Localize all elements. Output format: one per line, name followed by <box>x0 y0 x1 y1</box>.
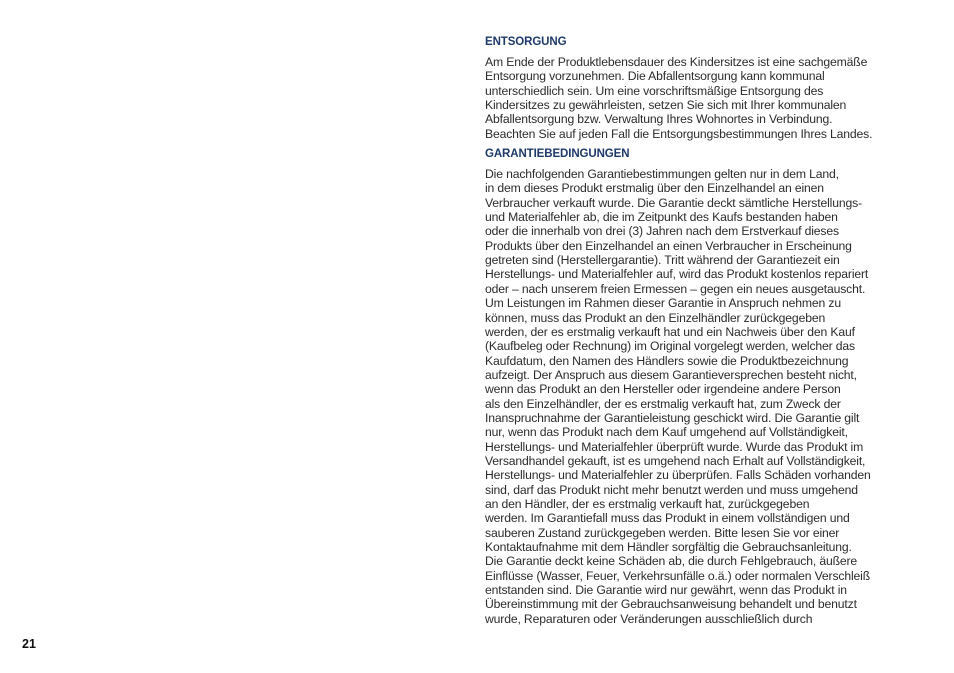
text-line: Die Garantie deckt keine Schäden ab, die durch Fehlgebrauch, äußere <box>485 554 858 569</box>
text-line: Kaufdatum, den Namen des Händlers sowie die Produktbezeichnung <box>485 353 849 368</box>
paragraph-entsorgung <box>485 55 915 141</box>
text-line: Abfallentsorgung bzw. Verwaltung Ihres Wohnortes in Verbindung. <box>485 112 833 127</box>
text-line: und Materialfehler ab, die im Zeitpunkt des Kaufs bestanden haben <box>485 210 838 225</box>
text-line: sind, darf das Produkt nicht mehr benutzt werden und muss umgehend <box>485 482 858 497</box>
text-line: Beachten Sie auf jeden Fall die Entsorgungsbestimmungen Ihres Landes. <box>485 126 873 141</box>
text-line: werden. Im Garantiefall muss das Produkt in einem vollständigen und <box>485 511 850 526</box>
text-line: können, muss das Produkt an den Einzelhändler zurückgegeben <box>485 310 826 325</box>
text-line: nur, wenn das Produkt nach dem Kauf umgehend auf Vollständigkeit, <box>485 425 848 440</box>
text-line: als den Einzelhändler, der es erstmalig verkauft hat, zum Zweck der <box>485 396 841 411</box>
text-line: Die nachfolgenden Garantiebestimmungen gelten nur in dem Land, <box>485 167 839 182</box>
text-line: Übereinstimmung mit der Gebrauchsanweisung behandelt und benutzt <box>485 597 857 612</box>
heading-garantiebedingungen: GARANTIEBEDINGUNGEN <box>485 148 630 161</box>
text-line: (Kaufbeleg oder Rechnung) im Original vorgelegt werden, welcher das <box>485 339 856 354</box>
text-line: getreten sind (Herstellergarantie). Tritt während der Garantiezeit ein <box>485 253 840 268</box>
heading-entsorgung: ENTSORGUNG <box>485 36 567 48</box>
text-line: Entsorgung vorzunehmen. Die Abfallentsorgung kann kommunal <box>485 69 825 84</box>
text-line: unterschiedlich sein. Um eine vorschriftsmäßige Entsorgung des <box>485 83 824 98</box>
text-line: an den Händler, der es erstmalig verkauft hat, zurückgegeben <box>485 496 810 511</box>
text-line: oder die innerhalb von drei (3) Jahren nach dem Erstverkauf dieses <box>485 224 839 239</box>
text-line: Inanspruchnahme der Garantieleistung geschickt wird. Die Garantie gilt <box>485 410 860 425</box>
paragraph-garantiebedingungen <box>485 167 915 626</box>
text-line: in dem dieses Produkt erstmalig über den Einzelhandel an einen <box>485 181 824 196</box>
text-line: entstanden sind. Die Garantie wird nur gewährt, wenn das Produkt in <box>485 583 847 598</box>
text-line: Produkts über den Einzelhandel an einen Verbraucher in Erscheinung <box>485 238 852 253</box>
text-line: Versandhandel gekauft, ist es umgehend nach Erhalt auf Vollständigkeit, <box>485 453 866 468</box>
text-line: Kindersitzes zu gewährleisten, setzen Sie sich mit Ihrer kommunalen <box>485 98 847 113</box>
text-column <box>485 34 915 626</box>
text-line: werden, der es erstmalig verkauft hat und ein Nachweis über den Kauf <box>485 324 855 339</box>
text-line: Herstellungs- und Materialfehler auf, wird das Produkt kostenlos repariert <box>485 267 869 282</box>
text-line: Herstellungs- und Materialfehler überprüft wurde. Wurde das Produkt im <box>485 439 864 454</box>
page-number: 21 <box>22 637 36 651</box>
text-line: aufzeigt. Der Anspruch aus diesem Garantieversprechen besteht nicht, <box>485 367 857 382</box>
text-line: wurde, Reparaturen oder Veränderungen ausschließlich durch <box>485 611 813 626</box>
text-line: Am Ende der Produktlebensdauer des Kindersitzes ist eine sachgemäße <box>485 55 868 69</box>
text-line: Einflüsse (Wasser, Feuer, Verkehrsunfälle o.ä.) oder normalen Verschleiß <box>485 568 871 583</box>
text-line: Herstellungs- und Materialfehler zu überprüfen. Falls Schäden vorhanden <box>485 468 871 483</box>
text-line: oder – nach unserem freien Ermessen – gegen ein neues ausgetauscht. <box>485 281 866 296</box>
text-line: Kontaktaufnahme mit dem Händler sorgfältig die Gebrauchsanleitung. <box>485 540 852 554</box>
text-line: sauberen Zustand zurückgegeben werden. Bitte lesen Sie vor einer <box>485 525 840 540</box>
text-line: Verbraucher verkauft wurde. Die Garantie deckt sämtliche Herstellungs- <box>485 195 862 210</box>
text-line: wenn das Produkt an den Hersteller oder irgendeine andere Person <box>485 382 841 397</box>
text-line: Um Leistungen im Rahmen dieser Garantie in Anspruch nehmen zu <box>485 296 841 311</box>
